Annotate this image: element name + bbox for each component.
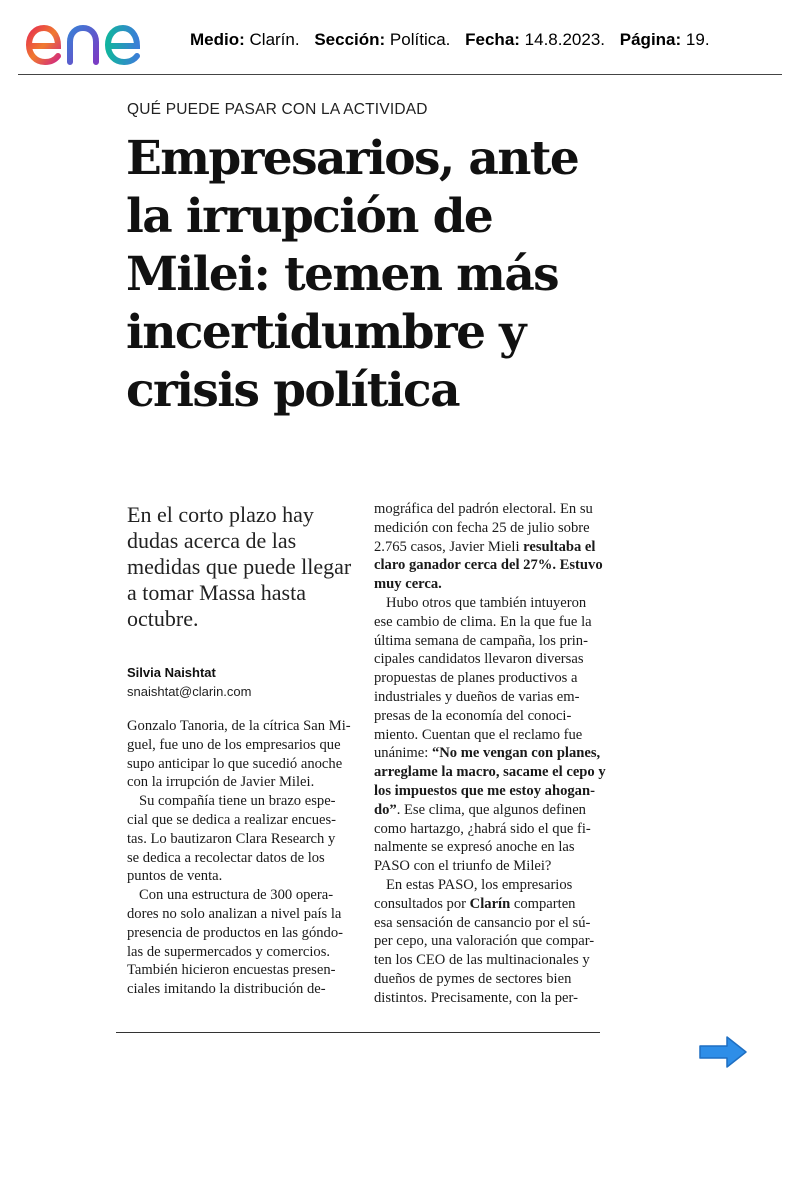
body-bold-text: claro ganador cerca del 27%. Estuvo [374, 557, 603, 574]
body-line [374, 763, 609, 782]
body-bold-text: muy cerca. [374, 576, 442, 593]
body-line: industriales y dueños de varias em- [374, 688, 580, 705]
body-line: propuestas de planes productivos a [374, 670, 578, 687]
body-line: medición con fecha 25 de julio sobre [374, 519, 590, 536]
body-line: per cepo, una valoración que compar- [374, 933, 595, 950]
body-line: presas de la economía del conoci- [374, 707, 572, 724]
body-line: cipales candidatos llevaron diversas [374, 651, 584, 668]
enel-logo [18, 6, 180, 68]
body-line: mográfica del padrón electoral. En su [374, 501, 593, 517]
fecha-label: Fecha: [465, 30, 520, 49]
body-line [374, 782, 609, 801]
body-line: puntos de venta. [127, 868, 223, 885]
body-column-2 [374, 500, 609, 1008]
arrow-right-icon[interactable] [697, 1034, 749, 1070]
medio-label: Medio: [190, 30, 245, 49]
quote-text: los impuestos que me estoy ahogan- [374, 782, 595, 799]
body-line [374, 575, 609, 594]
body-line: Gonzalo Tanoria, de la cítrica San Mi- [127, 718, 351, 734]
quote-text: arreglame la macro, sacame el cepo y [374, 764, 606, 781]
body-bold-text: resultaba el [523, 538, 596, 555]
quote-text: do” [374, 801, 397, 818]
fecha-value: 14.8.2023. [524, 30, 606, 49]
body-text: consultados por [374, 895, 467, 912]
medio-value: Clarín. [249, 30, 300, 49]
body-bold-text: Clarín [469, 895, 511, 912]
body-line: En estas PASO, los empresarios [386, 876, 573, 893]
body-line: supo anticipar lo que sucedió anoche [127, 755, 343, 772]
seccion-label: Sección: [314, 30, 386, 49]
body-line: ten los CEO de las multinacionales y [374, 952, 590, 969]
headline-line: Empresarios, ante [126, 131, 579, 186]
press-metadata [190, 30, 710, 50]
headline-line: la irrupción de [126, 189, 493, 244]
body-line: PASO con el triunfo de Milei? [374, 858, 552, 875]
body-line: presencia de productos en las góndo- [127, 924, 343, 941]
body-line: se dedica a recolectar datos de los [127, 849, 325, 866]
article-kicker: QUÉ PUEDE PASAR CON LA ACTIVIDAD [127, 101, 428, 118]
body-line: ciales imitando la distribución de- [127, 981, 326, 998]
body-line: cial que se dedica a realizar encues- [127, 811, 337, 828]
body-line: con la irrupción de Javier Milei. [127, 774, 315, 791]
body-line [374, 801, 609, 820]
body-line: Con una estructura de 300 opera- [139, 887, 334, 904]
body-line [374, 538, 609, 557]
author-name: Silvia Naishtat [127, 665, 216, 680]
quote-text: “No me vengan con planes, [431, 745, 601, 762]
body-text: comparten [513, 895, 576, 912]
header-divider [18, 74, 782, 75]
body-text: unánime: [374, 745, 429, 762]
body-line: nalmente se expresó anoche en las [374, 839, 575, 856]
press-header [18, 6, 782, 74]
body-line: Su compañía tiene un brazo espe- [139, 793, 336, 810]
body-line: esa sensación de cansancio por el sú- [374, 914, 591, 931]
body-column-1 [127, 717, 359, 999]
body-text: . Ese clima, que algunos definen [396, 801, 586, 818]
body-line [374, 895, 609, 914]
body-line: miento. Cuentan que el reclamo fue [374, 726, 583, 743]
author-email[interactable]: snaishtat@clarin.com [127, 684, 252, 699]
body-text: 2.765 casos, Javier Mieli [374, 538, 520, 555]
seccion-value: Política. [389, 30, 451, 49]
article-end-divider [116, 1032, 600, 1033]
body-line: las de supermercados y comercios. [127, 943, 331, 960]
body-line: También hicieron encuestas presen- [127, 962, 336, 979]
body-line [374, 556, 609, 575]
body-line: guel, fue uno de los empresarios que [127, 736, 341, 753]
body-line: última semana de campaña, los prin- [374, 632, 588, 649]
headline-line: crisis política [126, 363, 459, 418]
article-lead: En el corto plazo hay dudas acerca de las medidas que puede llegar a tomar Massa hasta octubre. [127, 502, 352, 631]
body-line: ese cambio de clima. En la que fue la [374, 613, 592, 630]
headline-line: incertidumbre y [126, 305, 525, 360]
body-line: distintos. Precisamente, con la per- [374, 989, 578, 1006]
headline-line: Milei: temen más [126, 247, 559, 302]
body-line: Hubo otros que también intuyeron [386, 594, 587, 611]
body-line: como hartazgo, ¿habrá sido el que fi- [374, 820, 591, 837]
article-headline [126, 130, 626, 420]
body-line [374, 744, 609, 763]
body-line: dores no solo analizan a nivel país la [127, 905, 342, 922]
pagina-label: Página: [619, 30, 682, 49]
pagina-value: 19. [685, 30, 710, 49]
body-line: tas. Lo bautizaron Clara Research y [127, 830, 336, 847]
body-line: dueños de pymes de sectores bien [374, 970, 572, 987]
